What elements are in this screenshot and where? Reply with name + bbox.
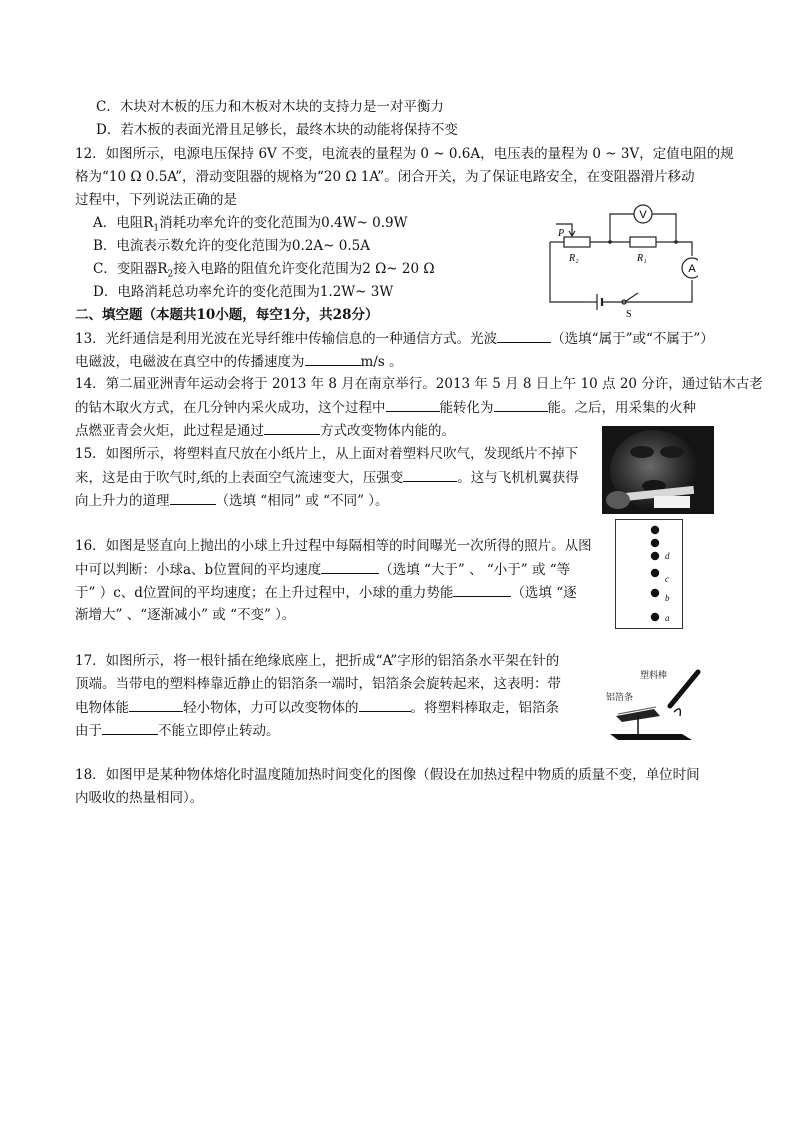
q17-blank-3[interactable]	[102, 720, 158, 735]
q13-blank-1[interactable]	[497, 328, 551, 343]
r1-label: R₁	[637, 253, 647, 264]
ammeter-label: A	[688, 263, 696, 275]
q17-line-3: 电物体能 轻小物体，力可以改变物体的 。将塑料棒取走，铝箔条	[75, 697, 559, 718]
q12-option-a: A．电阻$R_1$消耗功率允许的变化范围为0.4W~ 0.9W	[93, 215, 408, 234]
q16-line-4: 渐增大” 、“逐渐减小” 或 “不变” ）。	[75, 607, 296, 623]
q15-blank-2[interactable]	[170, 490, 216, 505]
switch-label: S	[626, 309, 632, 318]
q11-option-c: C．木块对木板的压力和木板对木块的支持力是一对平衡力	[96, 99, 444, 115]
q14-blank-2[interactable]	[494, 397, 548, 412]
q12-option-c: C．变阻器$R_2$接入电路的阻值允许变化范围为2 Ω~ 20 Ω	[93, 261, 435, 280]
q15-blank-1[interactable]	[403, 467, 457, 482]
q16-line-2: 中可以判断：小球a、b位置间的平均速度 （选填 “大于” 、 “小于” 或 “等	[75, 559, 570, 580]
ball-label-d: d	[665, 551, 670, 561]
slider-label: P	[558, 228, 565, 239]
r2-label: R₂	[569, 253, 579, 264]
q14-blank-1[interactable]	[386, 397, 440, 412]
q12-line-1: 12．如图所示，电源电压保持 6V 不变，电流表的量程为 0 ~ 0.6A，电压表的量程为 0 ~ 3V，定值电阻的规	[75, 146, 734, 162]
q13-blank-2[interactable]	[305, 351, 361, 366]
q17-line-1: 17．如图所示，将一根针插在绝缘底座上，把折成“A”字形的铝箔条水平架在针的	[75, 653, 560, 669]
q11-option-d: D．若木板的表面光滑且足够长，最终木块的动能将保持不变	[96, 122, 458, 138]
circuit-diagram	[542, 200, 698, 318]
q14-line-2: 的钻木取火方式，在几分钟内采火成功，这个过程中 能转化为 能。之后，用采集的火种	[75, 397, 696, 418]
plastic-rod	[670, 672, 698, 706]
rod-label: 塑料棒	[640, 670, 668, 680]
ball-photo-figure	[615, 519, 683, 629]
q13-line-1: 13．光纤通信是利用光波在光导纤维中传输信息的一种通信方式。光波 （选填“属于”或“不属于”）	[75, 328, 714, 349]
q14-line-1: 14．第二届亚洲青年运动会将于 2013 年 8 月在南京举行。2013 年 5 月 8 日上午 10 点 20 分许，通过钻木古老	[75, 376, 763, 392]
q17-line-4: 由于 不能立即停止转动。	[75, 720, 280, 741]
q12-option-b: B．电流表示数允许的变化范围为0.2A~ 0.5A	[93, 238, 370, 254]
foil-rod-figure	[598, 660, 710, 744]
q13-line-2: 电磁波，电磁波在真空中的传播速度为 m/s 。	[75, 351, 403, 372]
q17-blank-1[interactable]	[129, 697, 183, 712]
rotation-arrow	[674, 709, 680, 716]
q17-blank-2[interactable]	[359, 697, 411, 712]
q15-line-1: 15．如图所示，将塑料直尺放在小纸片上，从上面对着塑料尺吹气，发现纸片不掉下	[75, 446, 579, 462]
q16-blank-1[interactable]	[321, 559, 379, 574]
ball-label-b: b	[665, 593, 670, 603]
q15-line-3: 向上升力的道理 （选填 “相同” 或 “不同” ）。	[75, 490, 389, 511]
q16-blank-2[interactable]	[453, 582, 511, 597]
foil-label: 铝箔条	[606, 692, 634, 702]
q16-line-3: 于” ）c、d位置间的平均速度；在上升过程中，小球的重力势能 （选填 “逐	[75, 582, 577, 603]
q12-line-3: 过程中，下列说法正确的是	[75, 192, 237, 208]
q17-line-2: 顶端。当带电的塑料棒靠近静止的铝箔条一端时，铝箔条会旋转起来，这表明：带	[75, 676, 561, 692]
q18-line-2: 内吸收的热量相同）。	[75, 790, 204, 806]
q15-line-2: 来，这是由于吹气时,纸的上表面空气流速变大，压强变 。这与飞机机翼获得	[75, 467, 579, 488]
q18-line-1: 18．如图甲是某种物体熔化时温度随加热时间变化的图像（假设在加热过程中物质的质量不变，单位时间	[75, 767, 700, 783]
q12-line-2: 格为“10 Ω 0.5A”，滑动变阻器的规格为“20 Ω 1A”。闭合开关，为了保证电路安全，在变阻器滑片移动	[75, 169, 695, 185]
section-title: 二、填空题（本题共10小题，每空1分，共28分）	[75, 307, 379, 323]
q12-option-d: D．电路消耗总功率允许的变化范围为1.2W~ 3W	[93, 284, 394, 300]
ball-label-a: a	[665, 613, 670, 623]
q14-line-3: 点燃亚青会火炬，此过程是通过 方式改变物体内能的。	[75, 420, 455, 441]
insulating-base	[610, 734, 692, 740]
ball-label-c: c	[665, 574, 669, 584]
q14-blank-3[interactable]	[264, 420, 320, 435]
voltmeter-label: V	[639, 209, 647, 221]
blowing-photo	[602, 426, 714, 514]
q16-line-1: 16．如图是竖直向上抛出的小球上升过程中每隔相等的时间曝光一次所得的照片。从图	[75, 538, 592, 554]
